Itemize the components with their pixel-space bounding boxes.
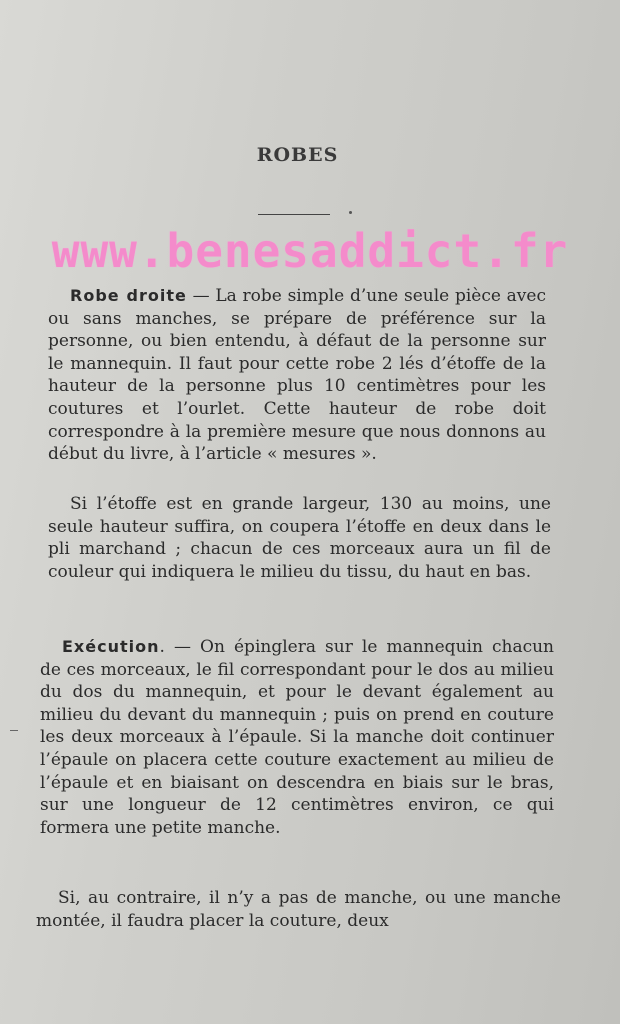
paragraph-contraire [36, 887, 561, 932]
margin-mark [10, 730, 18, 731]
paragraph-body: Si, au contraire, il n’y a pas de manche, ou une manche montée, il faudra placer la couture, deux [36, 888, 561, 931]
paragraph-heading: Robe droite [70, 286, 187, 305]
paragraph-heading: Exécution [62, 637, 160, 656]
watermark-text: www.benesaddict.fr [51, 224, 569, 278]
paragraph-body: — La robe simple d’une seule pièce avec ou sans manches, se prépare de préférence sur la personne, ou bien entendu, à défaut de la personne sur le mannequin. Il faut pour cette robe 2 lés d’étoffe de la hauteur de la personne plus 10 centimètres pour les coutures et l’ourlet. Cette hauteur de robe doit correspondre à la première mesure que nous donnons au début du livre, à l’article « mesures ». [48, 286, 546, 465]
paragraph-robe-droite [48, 285, 546, 466]
paragraph-execution [40, 636, 554, 839]
chapter-title: ROBES [256, 144, 339, 166]
paragraph-etoffe [48, 493, 551, 583]
title-divider [258, 214, 330, 215]
ink-speck [349, 211, 352, 214]
paragraph-body: . — On épinglera sur le mannequin chacun de ces morceaux, le fil correspondant pour le dos au milieu du dos du mannequin, et pour le devant également au milieu du devant du mannequin ; puis on prend en couture les deux morceaux à l’épaule. Si la manche doit continuer l’épaule on placera cette couture exactement au milieu de l’épaule et en biaisant on descendra en biais sur le bras, sur une longueur de 12 centimètres environ, ce qui formera une petite manche. [40, 637, 554, 838]
paragraph-body: Si l’étoffe est en grande largeur, 130 au moins, une seule hauteur suffira, on coupera l’étoffe en deux dans le pli marchand ; chacun de ces morceaux aura un fil de couleur qui indiquera le milieu du tissu, du haut en bas. [48, 494, 551, 582]
